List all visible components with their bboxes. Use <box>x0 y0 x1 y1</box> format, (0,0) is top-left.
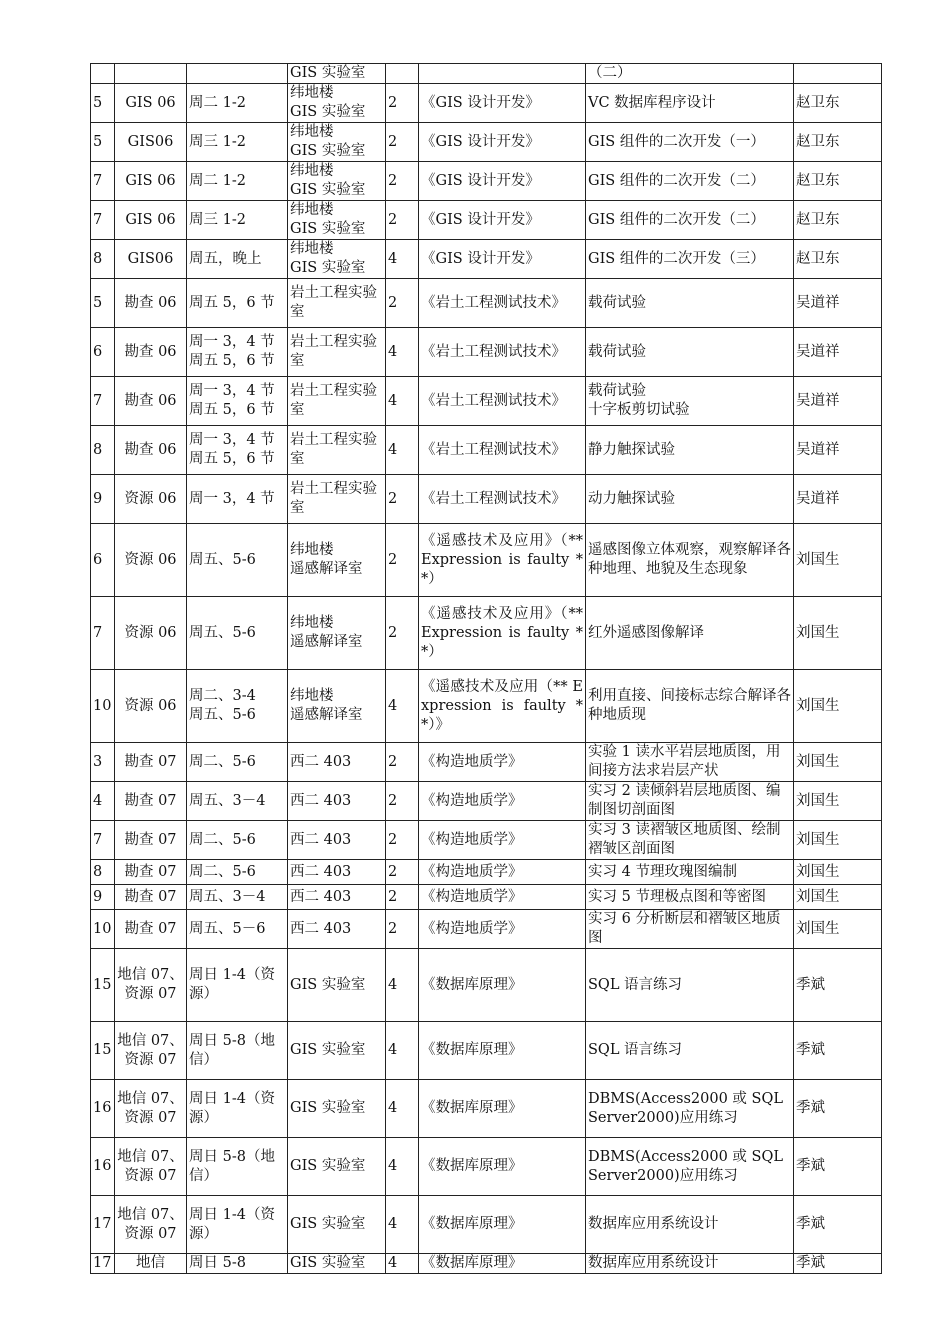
content-cell: VC 数据库程序设计 <box>586 84 794 123</box>
hours-cell: 2 <box>386 821 419 860</box>
table-row <box>91 1138 882 1196</box>
week-cell: 5 <box>91 84 115 123</box>
location-cell: 岩土工程实验室 <box>288 279 386 328</box>
week-cell: 8 <box>91 240 115 279</box>
location-cell: GIS 实验室 <box>288 1196 386 1254</box>
course-cell: 《岩土工程测试技术》 <box>419 279 586 328</box>
course-cell: 《GIS 设计开发》 <box>419 84 586 123</box>
teacher-cell: 赵卫东 <box>794 84 882 123</box>
hours-cell: 2 <box>386 201 419 240</box>
class-cell: 资源 06 <box>115 597 187 670</box>
course-cell: 《构造地质学》 <box>419 885 586 910</box>
time-cell: 周一 3，4 节 <box>187 475 288 524</box>
course-cell: 《构造地质学》 <box>419 743 586 782</box>
content-cell: 载荷试验 <box>586 279 794 328</box>
class-cell: 地信 07、资源 07 <box>115 1196 187 1254</box>
teacher-cell: 季斌 <box>794 1254 882 1274</box>
course-cell: 《岩土工程测试技术》 <box>419 426 586 475</box>
content-cell: 数据库应用系统设计 <box>586 1254 794 1274</box>
class-cell: 地信 <box>115 1254 187 1274</box>
location-cell: 西二 403 <box>288 860 386 885</box>
table-row <box>91 201 882 240</box>
hours-cell: 2 <box>386 162 419 201</box>
hours-cell: 4 <box>386 670 419 743</box>
course-cell: 《数据库原理》 <box>419 949 586 1022</box>
hours-cell: 4 <box>386 1196 419 1254</box>
hours-cell: 2 <box>386 910 419 949</box>
content-cell: （二） <box>586 64 794 84</box>
time-cell: 周一 3，4 节 周五 5，6 节 <box>187 328 288 377</box>
teacher-cell: 吴道祥 <box>794 328 882 377</box>
course-cell: 《数据库原理》 <box>419 1254 586 1274</box>
time-cell: 周二 1-2 <box>187 162 288 201</box>
week-cell: 7 <box>91 162 115 201</box>
hours-cell: 4 <box>386 1254 419 1274</box>
location-cell: 西二 403 <box>288 782 386 821</box>
location-cell: 纬地楼 GIS 实验室 <box>288 123 386 162</box>
table-row <box>91 162 882 201</box>
week-cell: 5 <box>91 123 115 162</box>
class-cell: GIS 06 <box>115 84 187 123</box>
content-cell: GIS 组件的二次开发（二） <box>586 201 794 240</box>
time-cell: 周日 1-4（资源） <box>187 949 288 1022</box>
week-cell: 5 <box>91 279 115 328</box>
week-cell: 9 <box>91 885 115 910</box>
time-cell <box>187 64 288 84</box>
class-cell: 勘查 06 <box>115 426 187 475</box>
course-cell: 《构造地质学》 <box>419 821 586 860</box>
course-cell: 《遥感技术及应用（** Expression is faulty **）》 <box>419 670 586 743</box>
content-cell: 数据库应用系统设计 <box>586 1196 794 1254</box>
hours-cell: 4 <box>386 1138 419 1196</box>
content-cell: 动力触探试验 <box>586 475 794 524</box>
course-cell: 《构造地质学》 <box>419 860 586 885</box>
week-cell: 7 <box>91 597 115 670</box>
schedule-table <box>90 63 882 1274</box>
course-cell: 《数据库原理》 <box>419 1196 586 1254</box>
time-cell: 周二、5-6 <box>187 860 288 885</box>
location-cell: GIS 实验室 <box>288 64 386 84</box>
class-cell: 资源 06 <box>115 670 187 743</box>
location-cell: 纬地楼 GIS 实验室 <box>288 162 386 201</box>
location-cell: 纬地楼 GIS 实验室 <box>288 84 386 123</box>
location-cell: 纬地楼 GIS 实验室 <box>288 201 386 240</box>
hours-cell: 4 <box>386 240 419 279</box>
course-cell: 《GIS 设计开发》 <box>419 123 586 162</box>
table-row <box>91 475 882 524</box>
time-cell: 周一 3，4 节 周五 5，6 节 <box>187 426 288 475</box>
content-cell: 静力触探试验 <box>586 426 794 475</box>
teacher-cell: 季斌 <box>794 1138 882 1196</box>
table-row <box>91 910 882 949</box>
week-cell: 16 <box>91 1138 115 1196</box>
class-cell: 勘查 07 <box>115 910 187 949</box>
course-cell <box>419 64 586 84</box>
teacher-cell: 季斌 <box>794 949 882 1022</box>
class-cell: GIS06 <box>115 123 187 162</box>
class-cell: 勘查 07 <box>115 821 187 860</box>
course-cell: 《GIS 设计开发》 <box>419 201 586 240</box>
location-cell: GIS 实验室 <box>288 1080 386 1138</box>
location-cell: 西二 403 <box>288 743 386 782</box>
hours-cell: 2 <box>386 885 419 910</box>
hours-cell: 2 <box>386 123 419 162</box>
location-cell: 岩土工程实验室 <box>288 426 386 475</box>
content-cell: 实习 6 分析断层和褶皱区地质图 <box>586 910 794 949</box>
location-cell: GIS 实验室 <box>288 1022 386 1080</box>
course-cell: 《GIS 设计开发》 <box>419 162 586 201</box>
content-cell: 利用直接、间接标志综合解译各种地质现 <box>586 670 794 743</box>
teacher-cell: 刘国生 <box>794 743 882 782</box>
table-row <box>91 1254 882 1274</box>
class-cell: 勘查 06 <box>115 328 187 377</box>
location-cell: 西二 403 <box>288 885 386 910</box>
table-row <box>91 860 882 885</box>
table-row <box>91 1080 882 1138</box>
teacher-cell: 季斌 <box>794 1080 882 1138</box>
class-cell: 勘查 07 <box>115 885 187 910</box>
hours-cell: 4 <box>386 377 419 426</box>
hours-cell: 4 <box>386 949 419 1022</box>
class-cell: 资源 06 <box>115 475 187 524</box>
course-cell: 《岩土工程测试技术》 <box>419 328 586 377</box>
teacher-cell <box>794 64 882 84</box>
teacher-cell: 刘国生 <box>794 910 882 949</box>
table-row <box>91 597 882 670</box>
content-cell: DBMS(Access2000 或 SQL Server2000)应用练习 <box>586 1138 794 1196</box>
week-cell: 15 <box>91 1022 115 1080</box>
time-cell: 周五、5-6 <box>187 597 288 670</box>
time-cell: 周二、3-4 周五、5-6 <box>187 670 288 743</box>
content-cell: GIS 组件的二次开发（三） <box>586 240 794 279</box>
course-cell: 《数据库原理》 <box>419 1080 586 1138</box>
location-cell: GIS 实验室 <box>288 1254 386 1274</box>
teacher-cell: 吴道祥 <box>794 475 882 524</box>
teacher-cell: 季斌 <box>794 1196 882 1254</box>
table-row <box>91 885 882 910</box>
content-cell: 实习 2 读倾斜岩层地质图、编制图切剖面图 <box>586 782 794 821</box>
class-cell: GIS 06 <box>115 162 187 201</box>
week-cell: 16 <box>91 1080 115 1138</box>
course-cell: 《构造地质学》 <box>419 782 586 821</box>
course-cell: 《岩土工程测试技术》 <box>419 475 586 524</box>
content-cell: 遥感图像立体观察，观察解译各种地理、地貌及生态现象 <box>586 524 794 597</box>
class-cell: GIS 06 <box>115 201 187 240</box>
time-cell: 周二 1-2 <box>187 84 288 123</box>
class-cell: 地信 07、资源 07 <box>115 1022 187 1080</box>
location-cell: 岩土工程实验室 <box>288 328 386 377</box>
hours-cell: 2 <box>386 279 419 328</box>
table-row <box>91 123 882 162</box>
course-cell: 《岩土工程测试技术》 <box>419 377 586 426</box>
location-cell: 纬地楼 遥感解译室 <box>288 670 386 743</box>
location-cell: 纬地楼 遥感解译室 <box>288 597 386 670</box>
hours-cell: 2 <box>386 84 419 123</box>
time-cell: 周二、5-6 <box>187 743 288 782</box>
content-cell: DBMS(Access2000 或 SQL Server2000)应用练习 <box>586 1080 794 1138</box>
time-cell: 周日 1-4（资源） <box>187 1080 288 1138</box>
week-cell: 7 <box>91 377 115 426</box>
class-cell: 勘查 07 <box>115 743 187 782</box>
class-cell: 地信 07、资源 07 <box>115 1138 187 1196</box>
schedule-rows <box>91 64 882 1274</box>
teacher-cell: 刘国生 <box>794 821 882 860</box>
hours-cell: 2 <box>386 524 419 597</box>
content-cell: GIS 组件的二次开发（一） <box>586 123 794 162</box>
table-row <box>91 377 882 426</box>
week-cell: 9 <box>91 475 115 524</box>
table-row <box>91 279 882 328</box>
content-cell: GIS 组件的二次开发（二） <box>586 162 794 201</box>
hours-cell: 2 <box>386 860 419 885</box>
hours-cell: 4 <box>386 1022 419 1080</box>
table-row <box>91 1022 882 1080</box>
week-cell: 6 <box>91 328 115 377</box>
time-cell: 周五 5，6 节 <box>187 279 288 328</box>
time-cell: 周五、3－4 <box>187 885 288 910</box>
time-cell: 周日 5-8（地信） <box>187 1138 288 1196</box>
content-cell: 载荷试验 <box>586 328 794 377</box>
content-cell: 实习 3 读褶皱区地质图、绘制褶皱区剖面图 <box>586 821 794 860</box>
table-row <box>91 64 882 84</box>
teacher-cell: 吴道祥 <box>794 426 882 475</box>
content-cell: 红外遥感图像解译 <box>586 597 794 670</box>
table-row <box>91 670 882 743</box>
content-cell: SQL 语言练习 <box>586 949 794 1022</box>
hours-cell: 2 <box>386 743 419 782</box>
content-cell: 实验 1 读水平岩层地质图，用间接方法求岩层产状 <box>586 743 794 782</box>
week-cell: 3 <box>91 743 115 782</box>
week-cell <box>91 64 115 84</box>
time-cell: 周日 5-8（地信） <box>187 1022 288 1080</box>
teacher-cell: 刘国生 <box>794 670 882 743</box>
time-cell: 周日 1-4（资源） <box>187 1196 288 1254</box>
location-cell: 西二 403 <box>288 821 386 860</box>
time-cell: 周五，晚上 <box>187 240 288 279</box>
hours-cell: 4 <box>386 426 419 475</box>
location-cell: 纬地楼 GIS 实验室 <box>288 240 386 279</box>
time-cell: 周三 1-2 <box>187 123 288 162</box>
content-cell: SQL 语言练习 <box>586 1022 794 1080</box>
class-cell: 勘查 07 <box>115 782 187 821</box>
table-row <box>91 328 882 377</box>
week-cell: 8 <box>91 860 115 885</box>
class-cell: 勘查 07 <box>115 860 187 885</box>
time-cell: 周二、5-6 <box>187 821 288 860</box>
week-cell: 17 <box>91 1196 115 1254</box>
course-cell: 《遥感技术及应用》（** Expression is faulty **） <box>419 597 586 670</box>
table-row <box>91 821 882 860</box>
hours-cell: 2 <box>386 597 419 670</box>
teacher-cell: 刘国生 <box>794 885 882 910</box>
table-row <box>91 1196 882 1254</box>
content-cell: 实习 5 节理极点图和等密图 <box>586 885 794 910</box>
week-cell: 10 <box>91 670 115 743</box>
table-row <box>91 949 882 1022</box>
teacher-cell: 刘国生 <box>794 860 882 885</box>
week-cell: 17 <box>91 1254 115 1274</box>
class-cell: GIS06 <box>115 240 187 279</box>
table-row <box>91 743 882 782</box>
location-cell: GIS 实验室 <box>288 949 386 1022</box>
teacher-cell: 赵卫东 <box>794 240 882 279</box>
teacher-cell: 刘国生 <box>794 597 882 670</box>
hours-cell: 2 <box>386 475 419 524</box>
teacher-cell: 季斌 <box>794 1022 882 1080</box>
week-cell: 15 <box>91 949 115 1022</box>
course-cell: 《构造地质学》 <box>419 910 586 949</box>
location-cell: GIS 实验室 <box>288 1138 386 1196</box>
location-cell: 岩土工程实验室 <box>288 377 386 426</box>
teacher-cell: 赵卫东 <box>794 201 882 240</box>
class-cell: 勘查 06 <box>115 279 187 328</box>
time-cell: 周日 5-8 <box>187 1254 288 1274</box>
week-cell: 7 <box>91 821 115 860</box>
course-cell: 《GIS 设计开发》 <box>419 240 586 279</box>
hours-cell: 4 <box>386 328 419 377</box>
teacher-cell: 赵卫东 <box>794 123 882 162</box>
content-cell: 载荷试验 十字板剪切试验 <box>586 377 794 426</box>
location-cell: 纬地楼 遥感解译室 <box>288 524 386 597</box>
time-cell: 周五、5－6 <box>187 910 288 949</box>
table-row <box>91 782 882 821</box>
hours-cell <box>386 64 419 84</box>
time-cell: 周三 1-2 <box>187 201 288 240</box>
teacher-cell: 赵卫东 <box>794 162 882 201</box>
course-cell: 《遥感技术及应用》（** Expression is faulty **） <box>419 524 586 597</box>
time-cell: 周五、5-6 <box>187 524 288 597</box>
table-row <box>91 524 882 597</box>
course-cell: 《数据库原理》 <box>419 1022 586 1080</box>
teacher-cell: 刘国生 <box>794 524 882 597</box>
hours-cell: 4 <box>386 1080 419 1138</box>
time-cell: 周五、3－4 <box>187 782 288 821</box>
class-cell: 资源 06 <box>115 524 187 597</box>
table-row <box>91 84 882 123</box>
table-row <box>91 426 882 475</box>
course-cell: 《数据库原理》 <box>419 1138 586 1196</box>
class-cell: 勘查 06 <box>115 377 187 426</box>
table-row <box>91 240 882 279</box>
week-cell: 8 <box>91 426 115 475</box>
teacher-cell: 吴道祥 <box>794 377 882 426</box>
class-cell <box>115 64 187 84</box>
location-cell: 岩土工程实验室 <box>288 475 386 524</box>
location-cell: 西二 403 <box>288 910 386 949</box>
hours-cell: 2 <box>386 782 419 821</box>
class-cell: 地信 07、资源 07 <box>115 949 187 1022</box>
week-cell: 6 <box>91 524 115 597</box>
time-cell: 周一 3，4 节 周五 5，6 节 <box>187 377 288 426</box>
class-cell: 地信 07、资源 07 <box>115 1080 187 1138</box>
week-cell: 10 <box>91 910 115 949</box>
teacher-cell: 刘国生 <box>794 782 882 821</box>
week-cell: 7 <box>91 201 115 240</box>
teacher-cell: 吴道祥 <box>794 279 882 328</box>
content-cell: 实习 4 节理玫瑰图编制 <box>586 860 794 885</box>
week-cell: 4 <box>91 782 115 821</box>
